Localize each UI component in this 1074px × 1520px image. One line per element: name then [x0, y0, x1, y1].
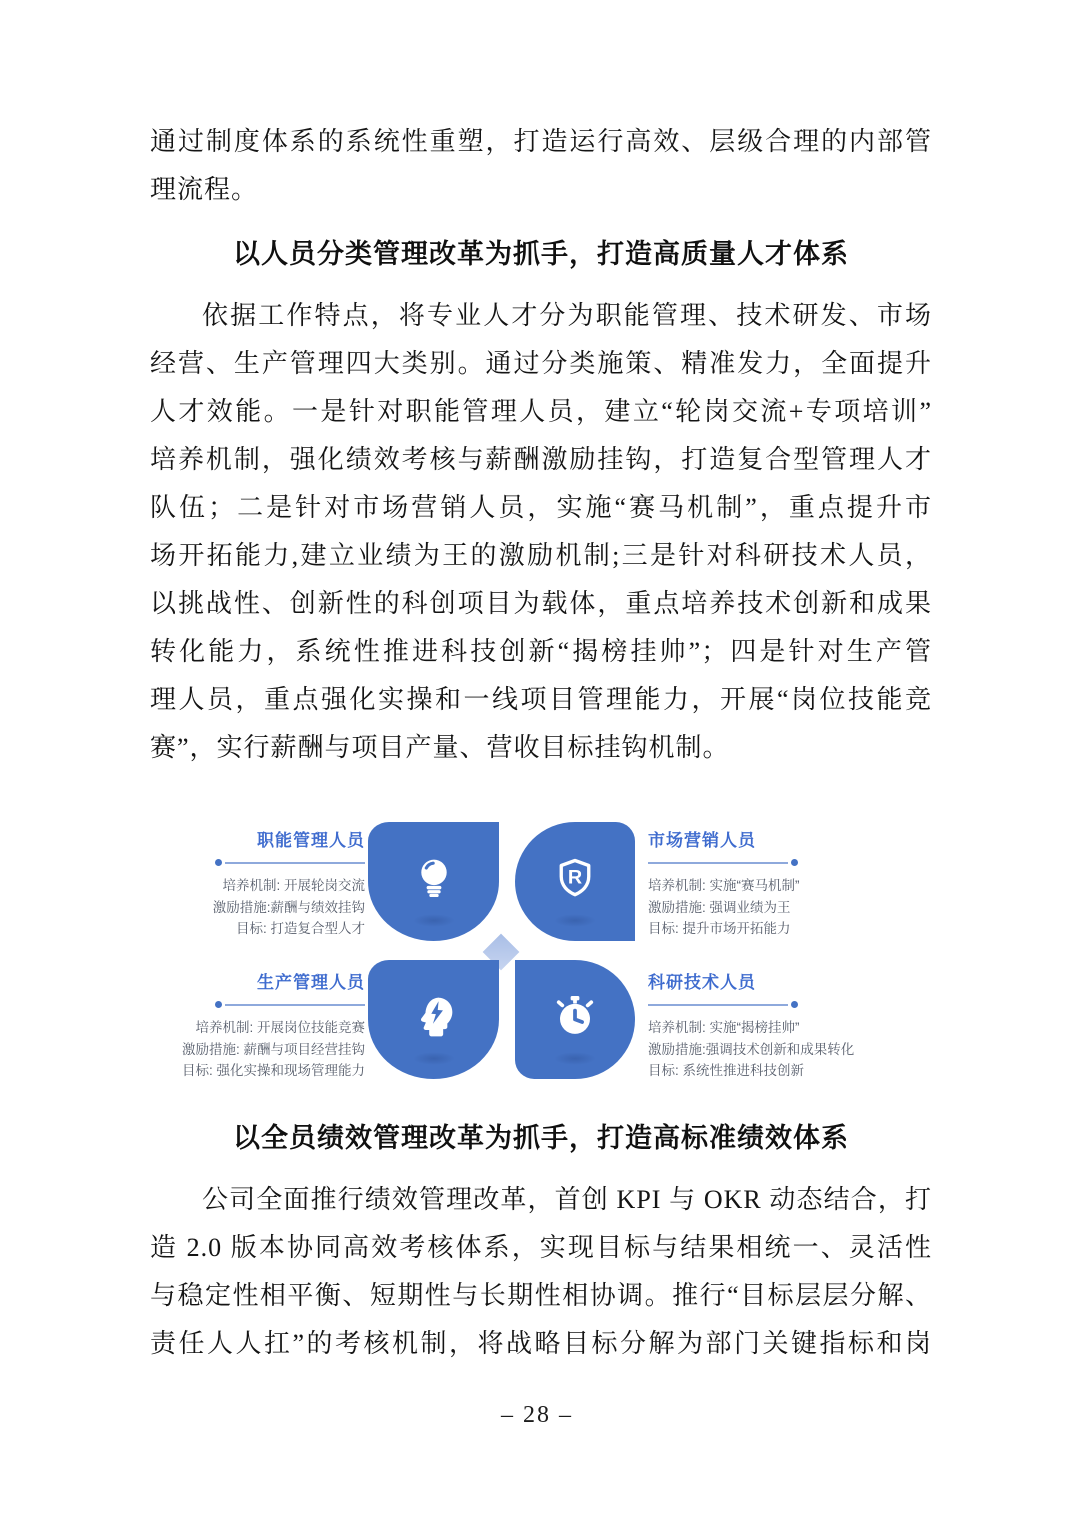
body-line: 责任人人扛”的考核机制，将战略目标分解为部门关键指标和岗	[150, 1329, 932, 1358]
divider-with-dot	[648, 859, 798, 866]
divider-with-dot	[215, 1001, 365, 1008]
body-line: 理流程。	[150, 175, 259, 204]
quadrant-functional-managers	[150, 826, 365, 940]
icon-reflection	[554, 1052, 596, 1065]
divider-with-dot	[215, 859, 365, 866]
body-line: 场开拓能力,建立业绩为王的激励机制;三是针对科研技术人员，	[150, 541, 932, 570]
quadrant-title: 市场营销人员	[648, 831, 756, 850]
dot-icon	[215, 1001, 222, 1008]
body-line: 与稳定性相平衡、短期性与长期性相协调。推行“目标层层分解、	[150, 1281, 932, 1310]
body-line: 人才效能。一是针对职能管理人员，建立“轮岗交流+专项培训”	[150, 397, 932, 426]
body-line: 以挑战性、创新性的科创项目为载体，重点培养技术创新和成果	[150, 589, 932, 618]
quadrant-title: 职能管理人员	[257, 831, 365, 850]
quadrant-line: 培养机制: 实施“揭榜挂帅”	[648, 1020, 800, 1035]
divider-with-dot	[648, 1001, 798, 1008]
rule-line	[648, 1004, 788, 1006]
quadrant-line: 目标: 打造复合型人才	[235, 921, 365, 936]
body-line: 赛”，实行薪酬与项目产量、营收目标挂钩机制。	[150, 733, 730, 762]
body-line: 培养机制，强化绩效考核与薪酬激励挂钩，打造复合型管理人才	[150, 445, 932, 474]
quadrant-production-managers	[150, 968, 365, 1082]
quadrant-line: 激励措施: 薪酬与项目经营挂钩	[181, 1041, 365, 1057]
body-line: 造 2.0 版本协同高效考核体系，实现目标与结果相统一、灵活性	[150, 1233, 932, 1262]
blob-functional	[368, 822, 499, 941]
quadrant-marketing-staff	[648, 826, 932, 940]
paragraph-talent-classification	[150, 292, 932, 772]
rule-line	[225, 1004, 365, 1006]
section-heading-performance: 以全员绩效管理改革为抓手，打造高标准绩效体系	[233, 1123, 849, 1153]
quadrant-text	[150, 1017, 365, 1082]
quadrant-text	[150, 875, 365, 940]
quadrant-title: 科研技术人员	[648, 973, 756, 992]
paragraph-continuation	[150, 118, 932, 214]
svg-text:R: R	[567, 865, 583, 888]
icon-reflection	[413, 914, 455, 927]
dot-icon	[791, 1001, 798, 1008]
quadrant-text	[648, 1017, 932, 1082]
paragraph-performance-reform	[150, 1176, 932, 1368]
talent-quadrant-infographic	[150, 818, 932, 1090]
text-block	[150, 118, 932, 1368]
lightbulb-icon	[409, 853, 459, 903]
body-line: 转化能力，系统性推进科技创新“揭榜挂帅”；四是针对生产管	[150, 637, 932, 666]
rule-line	[648, 862, 788, 864]
quadrant-text	[648, 875, 932, 940]
icon-reflection	[413, 1052, 455, 1065]
quadrant-line: 目标: 系统性推进科技创新	[648, 1063, 805, 1078]
quadrant-line: 目标: 提升市场开拓能力	[648, 921, 791, 936]
quadrant-line: 激励措施:薪酬与绩效挂钩	[212, 899, 365, 915]
section-heading-talent: 以人员分类管理改革为抓手，打造高质量人才体系	[233, 239, 849, 269]
quadrant-line: 目标: 强化实操和现场管理能力	[181, 1063, 365, 1078]
quadrant-line: 培养机制: 开展岗位技能竞赛	[195, 1020, 365, 1035]
blob-production	[368, 960, 499, 1079]
quadrant-line: 激励措施:强调技术创新和成果转化	[648, 1041, 855, 1057]
quadrant-line: 培养机制: 实施“赛马机制”	[648, 878, 800, 893]
blob-marketing	[515, 822, 635, 941]
body-line: 通过制度体系的系统性重塑，打造运行高效、层级合理的内部管	[150, 127, 932, 156]
dot-icon	[791, 859, 798, 866]
icon-reflection	[554, 914, 596, 927]
body-line: 公司全面推行绩效管理改革，首创 KPI 与 OKR 动态结合，打	[202, 1185, 932, 1214]
blob-research	[515, 960, 635, 1079]
quadrant-line: 激励措施: 强调业绩为王	[648, 899, 791, 915]
rule-line	[225, 862, 365, 864]
body-line: 依据工作特点，将专业人才分为职能管理、技术研发、市场	[202, 301, 932, 330]
body-line: 理人员，重点强化实操和一线项目管理能力，开展“岗位技能竞	[150, 685, 932, 714]
quadrant-title: 生产管理人员	[257, 973, 365, 992]
body-line: 队伍；二是针对市场营销人员，实施“赛马机制”，重点提升市	[150, 493, 932, 522]
stopwatch-icon	[550, 991, 600, 1041]
page-number: – 28 –	[501, 1402, 573, 1428]
head-bolt-icon	[409, 991, 459, 1041]
body-line: 经营、生产管理四大类别。通过分类施策、精准发力，全面提升	[150, 349, 932, 378]
quadrant-line: 培养机制: 开展轮岗交流	[222, 878, 365, 893]
shield-r-icon	[550, 853, 600, 903]
dot-icon	[215, 859, 222, 866]
quadrant-research-staff	[648, 968, 932, 1082]
